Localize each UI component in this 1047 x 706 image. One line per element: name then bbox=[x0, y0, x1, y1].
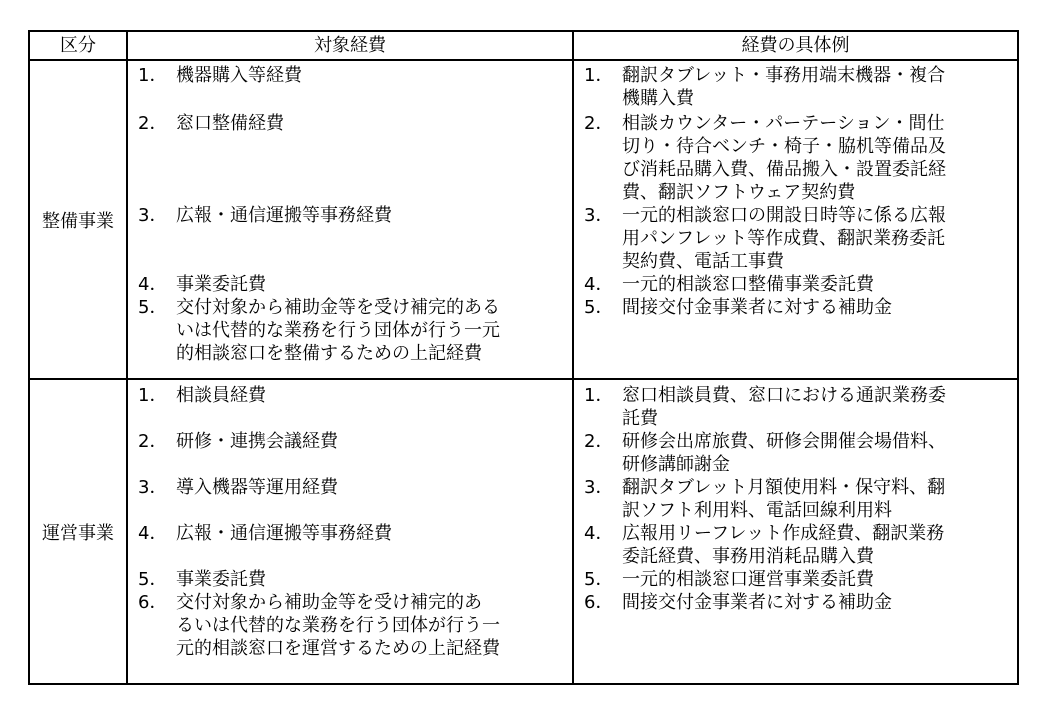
item-text-continued: いは代替的な業務を行う団体が行う一元 bbox=[176, 320, 500, 341]
item-text: 間接交付金事業者に対する補助金 bbox=[622, 592, 892, 613]
item-number: 2． bbox=[584, 431, 614, 452]
item-number: 5． bbox=[584, 297, 614, 318]
item-number: 6． bbox=[138, 592, 168, 613]
target-item bbox=[138, 476, 338, 499]
example-item bbox=[584, 568, 874, 591]
item-text: 一元的相談窓口運営事業委託費 bbox=[622, 569, 874, 590]
item-text-continued: 託費 bbox=[622, 408, 658, 429]
target-item bbox=[138, 296, 500, 365]
example-item bbox=[584, 273, 874, 296]
item-number: 5． bbox=[138, 569, 168, 590]
item-text-continued: 元的相談窓口を運営するための上記経費 bbox=[176, 638, 500, 659]
item-text-continued: るいは代替的な業務を行う団体が行う一 bbox=[176, 615, 500, 636]
target-item bbox=[138, 64, 302, 87]
example-item bbox=[584, 204, 946, 273]
column-divider-1 bbox=[126, 30, 128, 685]
item-text-continued: 契約費、電話工事費 bbox=[622, 251, 784, 272]
category-label: 整備事業 bbox=[42, 211, 114, 232]
item-text: 機器購入等経費 bbox=[176, 65, 302, 86]
category-label: 運営事業 bbox=[42, 523, 114, 544]
item-text: 一元的相談窓口の開設日時等に係る広報 bbox=[622, 205, 946, 226]
item-text: 間接交付金事業者に対する補助金 bbox=[622, 297, 892, 318]
item-text: 事業委託費 bbox=[176, 569, 266, 590]
item-text: 相談カウンター・パーテーション・間仕 bbox=[622, 113, 945, 134]
target-item bbox=[138, 273, 266, 296]
item-number: 6． bbox=[584, 592, 614, 613]
item-text-continued: 研修講師謝金 bbox=[622, 454, 730, 475]
item-text: 研修・連携会議経費 bbox=[176, 431, 338, 452]
item-text-continued: 用パンフレット等作成費、翻訳業務委託 bbox=[622, 228, 946, 249]
item-text-continued: 機購入費 bbox=[622, 88, 694, 109]
item-text: 広報・通信運搬等事務経費 bbox=[176, 205, 392, 226]
table-border-bottom bbox=[28, 683, 1019, 685]
item-number: 2． bbox=[138, 431, 168, 452]
item-number: 5． bbox=[584, 569, 614, 590]
item-text: 翻訳タブレット・事務用端末機器・複合 bbox=[622, 65, 946, 86]
header-divider bbox=[28, 59, 1019, 61]
target-item bbox=[138, 430, 338, 453]
example-item bbox=[584, 591, 892, 614]
header-category: 区分 bbox=[60, 35, 96, 56]
item-text-continued: 委託経費、事務用消耗品購入費 bbox=[622, 546, 874, 567]
target-item bbox=[138, 384, 266, 407]
table-border-right bbox=[1017, 30, 1019, 685]
item-text: 広報・通信運搬等事務経費 bbox=[176, 523, 392, 544]
item-number: 1． bbox=[138, 385, 168, 406]
item-text-continued: 的相談窓口を整備するための上記経費 bbox=[176, 343, 482, 364]
header-target-expenses: 対象経費 bbox=[314, 35, 386, 56]
item-number: 4． bbox=[138, 274, 168, 295]
item-text: 研修会出席旅費、研修会開催会場借料、 bbox=[622, 431, 946, 452]
item-number: 5． bbox=[138, 297, 168, 318]
item-number: 1． bbox=[584, 65, 614, 86]
item-number: 3． bbox=[584, 205, 614, 226]
item-number: 4． bbox=[584, 523, 614, 544]
target-item bbox=[138, 591, 500, 660]
item-text-continued: 切り・待合ベンチ・椅子・脇机等備品及 bbox=[622, 136, 946, 157]
item-text: 事業委託費 bbox=[176, 274, 266, 295]
item-text: 交付対象から補助金等を受け補完的ある bbox=[176, 297, 500, 318]
item-number: 1． bbox=[584, 385, 614, 406]
table-border-left bbox=[28, 30, 30, 685]
item-number: 4． bbox=[138, 523, 168, 544]
item-text: 翻訳タブレット月額使用料・保守料、翻 bbox=[622, 477, 946, 498]
target-item bbox=[138, 112, 284, 135]
item-text-continued: 費、翻訳ソフトウェア契約費 bbox=[622, 182, 856, 203]
header-expense-examples: 経費の具体例 bbox=[741, 35, 850, 56]
example-item bbox=[584, 296, 892, 319]
item-text: 導入機器等運用経費 bbox=[176, 477, 338, 498]
example-item bbox=[584, 476, 945, 522]
item-number: 3． bbox=[584, 477, 614, 498]
column-divider-2 bbox=[572, 30, 574, 685]
table-border-top bbox=[28, 30, 1019, 32]
item-text-continued: び消耗品購入費、備品搬入・設置委託経 bbox=[622, 159, 946, 180]
item-number: 3． bbox=[138, 205, 168, 226]
example-item bbox=[584, 384, 946, 430]
target-item bbox=[138, 522, 392, 545]
item-text-continued: 訳ソフト利用料、電話回線利用料 bbox=[622, 500, 892, 521]
item-text: 一元的相談窓口整備事業委託費 bbox=[622, 274, 874, 295]
item-number: 3． bbox=[138, 477, 168, 498]
item-text: 相談員経費 bbox=[176, 385, 266, 406]
item-number: 4． bbox=[584, 274, 614, 295]
example-item bbox=[584, 64, 945, 110]
example-item bbox=[584, 522, 944, 568]
target-item bbox=[138, 204, 392, 227]
item-number: 2． bbox=[138, 113, 168, 134]
item-text: 窓口整備経費 bbox=[176, 113, 284, 134]
section-divider bbox=[28, 378, 1019, 380]
item-number: 2． bbox=[584, 113, 614, 134]
item-text: 窓口相談員費、窓口における通訳業務委 bbox=[622, 385, 946, 406]
item-text: 広報用リーフレット作成経費、翻訳業務 bbox=[622, 523, 945, 544]
target-item bbox=[138, 568, 266, 591]
example-item bbox=[584, 430, 946, 476]
item-text: 交付対象から補助金等を受け補完的あ bbox=[176, 592, 482, 613]
example-item bbox=[584, 112, 946, 204]
item-number: 1． bbox=[138, 65, 168, 86]
